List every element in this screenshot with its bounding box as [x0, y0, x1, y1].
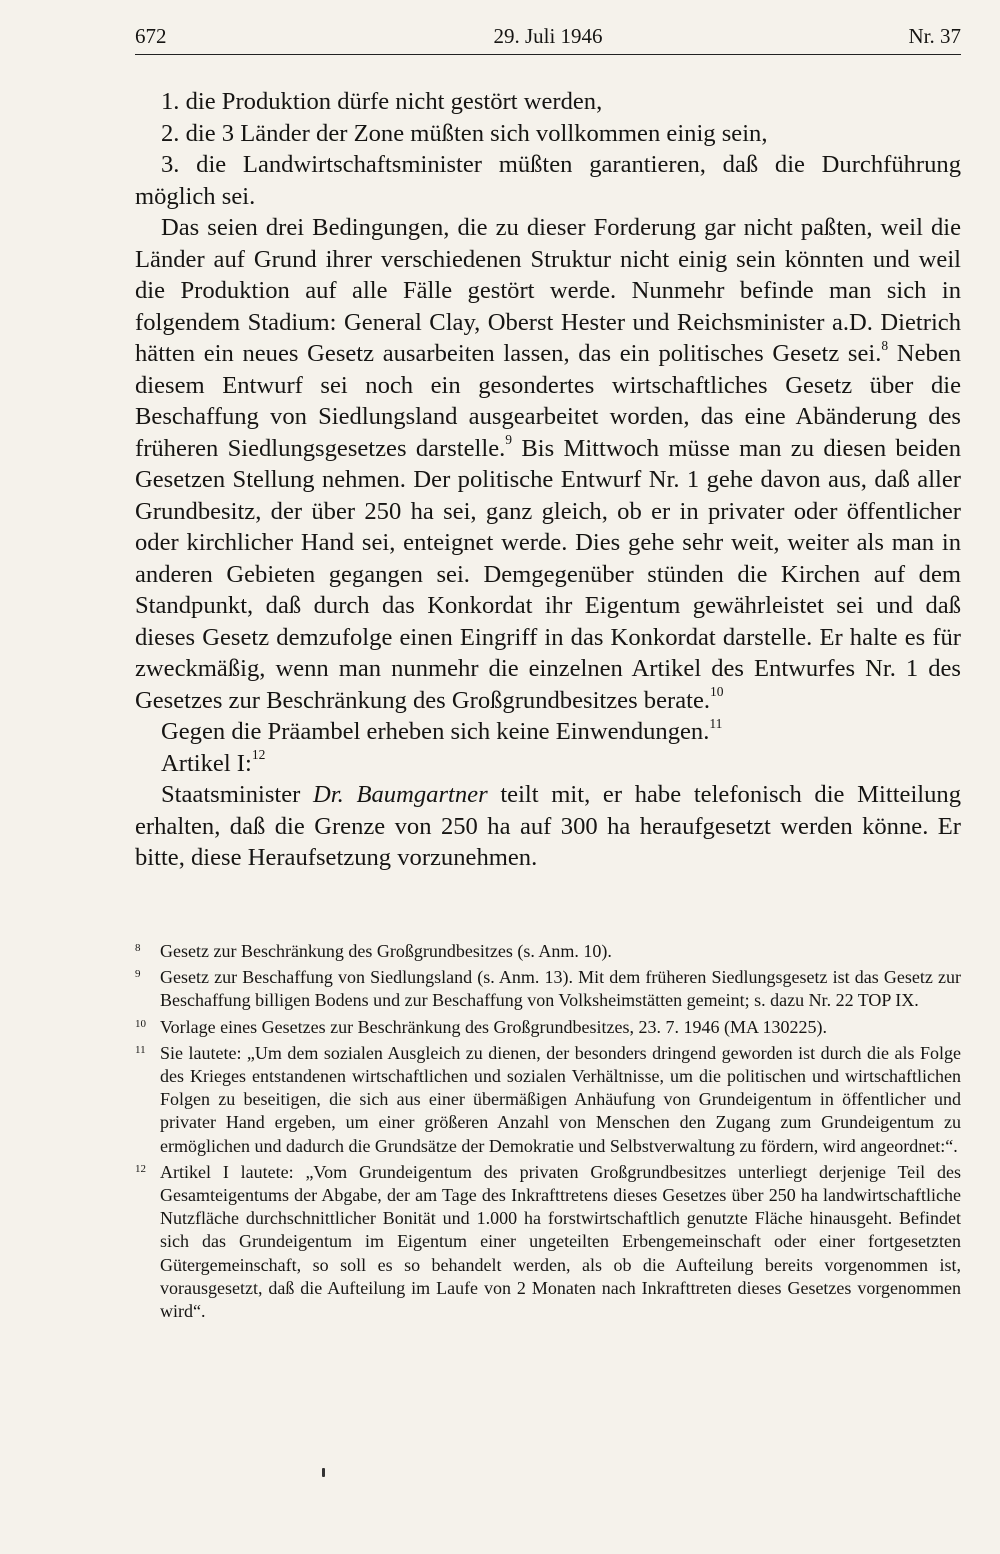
footnote-ref[interactable]: 8 — [881, 337, 889, 353]
footnote — [135, 1161, 961, 1323]
footnotes — [135, 940, 961, 1326]
footnote — [135, 940, 961, 963]
paragraph-text: Das seien drei Bedingungen, die zu dieser Forderung gar nicht paßten, weil die Länder auf Grund ihrer verschiedenen Struktur nicht einig sein könnten und weil die Produktion auf alle Fälle gestört werde. Nunmehr befinde man sich in folgendem Stadium: General Clay, Oberst Hester und Reichsminister a.D. Dietrich hätten ein neues Gesetz ausarbeiten lassen, das ein politisches Gesetz sei. — [135, 214, 961, 367]
paragraph-text: Staatsminister — [161, 781, 314, 808]
paragraph — [135, 212, 961, 716]
footnote-text: Gesetz zur Beschränkung des Großgrundbesitzes (s. Anm. 10). — [160, 941, 612, 961]
paragraph-text: Neben diesem Entwurf sei noch ein gesondertes wirtschaftliches Gesetz über die Beschaffung von Siedlungsland ausgearbeitet worden, das eine Abänderung des früheren Siedlungsgesetzes darstelle. — [135, 340, 961, 462]
footnote-ref[interactable]: 11 — [709, 715, 723, 731]
list-item: 2. die 3 Länder der Zone müßten sich vollkommen einig sein, — [161, 119, 768, 147]
footnote-number: 11 — [135, 1043, 146, 1056]
paragraph-text: Bis Mittwoch müsse man zu diesen beiden Gesetzen Stellung nehmen. Der politische Entwurf Nr. 1 gehe davon aus, daß aller Grundbesitz, der über 250 ha sei, ganz gleich, ob er in privater oder öffentlicher oder kirchlicher Hand sei, enteignet werde. Dies gehe sehr weit, weiter als man in anderen Gebieten gegangen sei. Demgegenüber stünden die Kirchen auf dem Standpunkt, daß durch das Konkordat ihr Eigentum gewährleistet sei und daß dieses Gesetz demzufolge einen Eingriff in das Konkordat darstelle. Er halte es für zweckmäßig, wenn man nunmehr die einzelnen Artikel des Entwurfes Nr. 1 des Gesetzes zur Beschränkung des Großgrundbesitzes berate. — [135, 434, 961, 714]
footnote-number: 9 — [135, 968, 141, 981]
footnote — [135, 1016, 961, 1039]
paragraph-text: Artikel I: — [161, 749, 252, 777]
list-item: 1. die Produktion dürfe nicht gestört werden, — [161, 88, 603, 115]
paragraph-text: Gegen die Präambel erheben sich keine Einwendungen. — [161, 718, 710, 745]
page-number: 672 — [135, 24, 167, 48]
footnote-ref[interactable]: 9 — [505, 432, 513, 448]
footnote — [135, 966, 961, 1012]
header-date: 29. Juli 1946 — [493, 24, 603, 48]
list-item: 3. die Landwirtschaftsminister müßten garantieren, daß die Durchführung möglich sei. — [135, 151, 961, 210]
footnote-ref[interactable]: 12 — [251, 747, 266, 763]
paragraph-text: teilt mit, er habe telefonisch die Mitteilung erhalten, daß die Grenze von 250 ha auf 300 ha heraufgesetzt werden könne. Er bitte, diese Heraufsetzung vorzunehmen. — [135, 781, 962, 871]
footnote-ref[interactable]: 10 — [710, 684, 724, 700]
ink-speck — [322, 1468, 325, 1477]
paragraph — [135, 716, 961, 748]
issue-number: Nr. 37 — [908, 24, 961, 48]
footnote-number: 10 — [135, 1017, 146, 1030]
paragraph — [135, 748, 961, 780]
footnote-number: 12 — [135, 1162, 146, 1175]
main-text — [135, 86, 961, 874]
person-name: Dr. Baumgartner — [313, 781, 488, 808]
footnote-text: Artikel I lautete: „Vom Grundeigentum des privaten Großgrundbesitzes unterliegt derjenige Teil des Gesamteigentums der Abgabe, der am Tage des Inkrafttretens dieses Gesetzes über 250 ha landwirtschaftliche Nutzfläche durchschnittlicher Bonität und 1.000 ha forstwirtschaftlich genutzte Fläche hinausgeht. Befindet sich das Grundeigentum im Eigentum einer ungeteilten Erbengemeinschaft oder einer fortgesetzten Gütergemeinschaft, so soll es so behandelt werden, als ob die Aufteilung bereits vorgenommen ist, vorausgesetzt, daß die Aufteilung im Laufe von 2 Monaten nach Inkrafttreten dieses Gesetzes vorgenommen wird“. — [160, 1161, 961, 1322]
footnote-text: Vorlage eines Gesetzes zur Beschränkung des Großgrundbesitzes, 23. 7. 1946 (MA 130225). — [160, 1016, 828, 1037]
page-header — [135, 22, 961, 55]
footnote-text: Sie lautete: „Um dem sozialen Ausgleich zu dienen, der besonders dringend geworden ist durch die als Folge des Krieges entstandenen wirtschaftlichen und sozialen Verhältnisse, um die politischen und wirtschaftlichen Folgen zu beseitigen, die sich aus einer übermäßigen Anhäufung von Grundeigentum in öffentlicher und privater Hand ergeben, um einer größeren Anzahl von Menschen den Zugang zum Grundeigentum zu ermöglichen und dadurch die Grundsätze der Demokratie und Selbstverwaltung zu fördern, wird angeordnet:“. — [160, 1042, 961, 1156]
paragraph — [135, 779, 961, 874]
footnote-text: Gesetz zur Beschaffung von Siedlungsland (s. Anm. 13). Mit dem früheren Siedlungsgesetz ist das Gesetz zur Beschaffung billigen Bodens und zur Beschaffung von Volksheimstätten gemeint; s. dazu Nr. 22 TOP IX. — [160, 967, 961, 1011]
footnote — [135, 1042, 961, 1158]
footnote-number: 8 — [135, 942, 141, 954]
